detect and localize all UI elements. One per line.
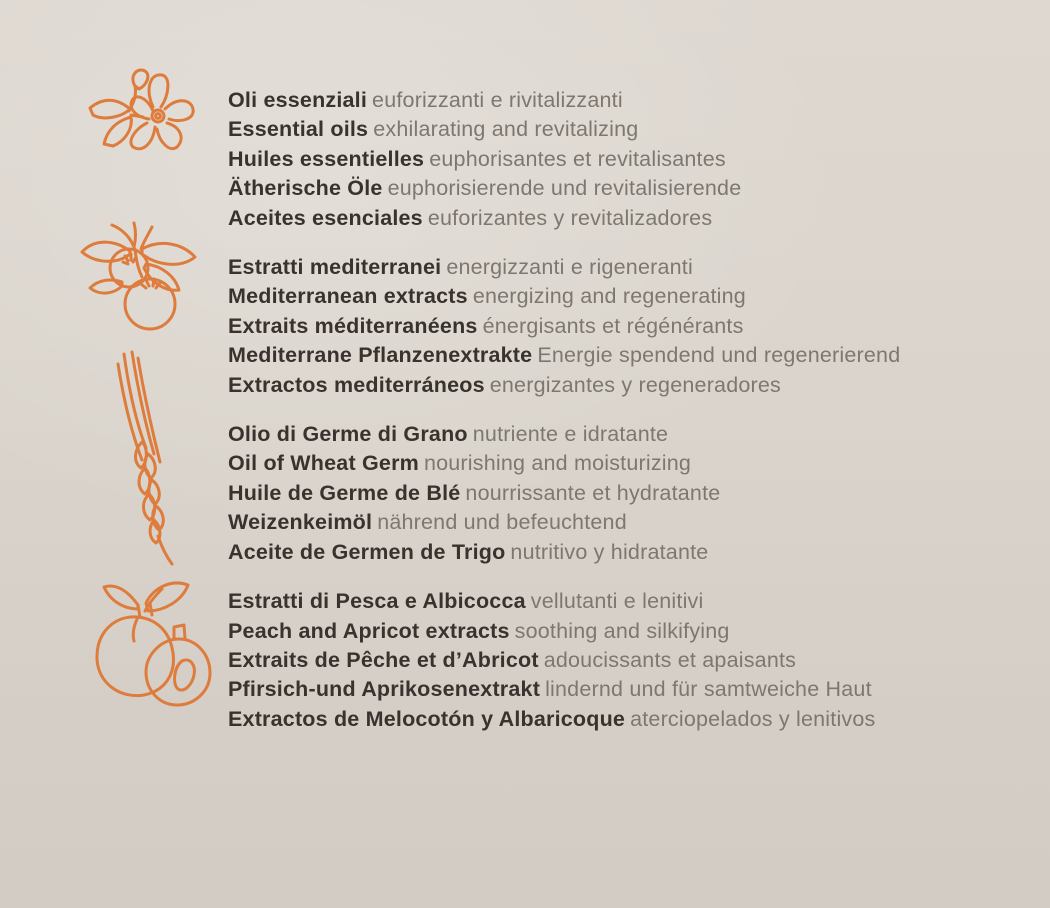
ingredient-name: Extraits de Pêche et d’Abricot <box>228 647 539 672</box>
ingredient-name: Weizenkeimöl <box>228 510 373 535</box>
ingredient-name: Huile de Germe de Blé <box>228 480 461 505</box>
ingredient-description: nourrissante et hydratante <box>465 480 721 505</box>
ingredient-description: euphorisierende und revitalisierende <box>387 176 742 201</box>
ingredient-description: energizzanti e rigeneranti <box>446 255 693 280</box>
ingredient-description: aterciopelados y lenitivos <box>630 706 876 731</box>
ingredient-description: nutriente e idratante <box>472 422 669 447</box>
label-line <box>228 253 1050 282</box>
ingredient-description: adoucissants et apaisants <box>543 647 797 672</box>
label-line <box>228 282 1050 311</box>
text-column <box>228 253 1050 400</box>
ingredient-description: exhilarating and revitalizing <box>373 117 639 142</box>
ingredient-description: Energie spendend und regenerierend <box>537 343 901 368</box>
ingredient-description: energizing and regenerating <box>472 284 746 309</box>
ingredient-section-peach-apricot <box>0 587 1050 734</box>
ingredient-name: Essential oils <box>228 117 369 142</box>
label-line <box>228 705 1050 734</box>
label-line <box>228 617 1050 646</box>
label-line <box>228 115 1050 144</box>
peach-apricot-icon <box>82 579 228 711</box>
label-line <box>228 646 1050 675</box>
label-line <box>228 449 1050 478</box>
icon-column <box>0 420 228 567</box>
ingredient-description: nährend und befeuchtend <box>377 510 627 535</box>
flower-icon <box>80 64 204 168</box>
ingredient-name: Extractos mediterráneos <box>228 372 485 397</box>
ingredient-name: Olio di Germe di Grano <box>228 422 468 447</box>
label-line <box>228 508 1050 537</box>
ingredient-description: nutritivo y hidratante <box>510 539 709 564</box>
ingredient-name: Aceite de Germen de Trigo <box>228 539 506 564</box>
ingredient-name: Estratti mediterranei <box>228 255 442 280</box>
label-line <box>228 86 1050 115</box>
ingredient-description: nourishing and moisturizing <box>423 451 692 476</box>
ingredient-name: Mediterranean extracts <box>228 284 468 309</box>
label-line <box>228 145 1050 174</box>
label-line <box>228 420 1050 449</box>
label-line <box>228 341 1050 370</box>
icon-column <box>0 86 228 233</box>
ingredient-description: énergisants et régénérants <box>482 313 744 338</box>
ingredient-name: Huiles essentielles <box>228 146 425 171</box>
wheat-ear-icon <box>96 350 188 570</box>
citrus-branch-icon <box>76 221 208 333</box>
label-line <box>228 312 1050 341</box>
icon-column <box>0 587 228 734</box>
ingredient-name: Oil of Wheat Germ <box>228 451 419 476</box>
ingredient-name: Extractos de Melocotón y Albaricoque <box>228 706 626 731</box>
label-line <box>228 174 1050 203</box>
ingredient-name: Aceites esenciales <box>228 205 423 230</box>
ingredient-section-essential-oils <box>0 86 1050 233</box>
ingredient-description: energizantes y regeneradores <box>489 372 781 397</box>
ingredient-name: Peach and Apricot extracts <box>228 618 510 643</box>
label-line <box>228 675 1050 704</box>
ingredient-description: euforizzanti e rivitalizzanti <box>372 88 623 112</box>
text-column <box>228 86 1050 233</box>
ingredient-name: Ätherische Öle <box>228 176 383 201</box>
ingredient-name: Estratti di Pesca e Albicocca <box>228 589 526 614</box>
ingredient-description: euphorisantes et revitalisantes <box>429 146 726 171</box>
label-line <box>228 371 1050 400</box>
label-line <box>228 587 1050 616</box>
label-line <box>228 204 1050 233</box>
label-line <box>228 538 1050 567</box>
ingredient-name: Mediterrane Pflanzenextrakte <box>228 343 533 368</box>
ingredient-description: vellutanti e lenitivi <box>530 589 704 614</box>
ingredient-section-wheat-germ-oil <box>0 420 1050 567</box>
label-line <box>228 479 1050 508</box>
ingredient-description: soothing and silkifying <box>514 618 730 643</box>
ingredient-name: Oli essenziali <box>228 88 368 112</box>
ingredient-description: lindernd und für samtweiche Haut <box>545 677 872 702</box>
text-column <box>228 587 1050 734</box>
text-column <box>228 420 1050 567</box>
ingredient-name: Extraits méditerranéens <box>228 313 478 338</box>
ingredient-description: euforizantes y revitalizadores <box>427 205 713 230</box>
ingredient-name: Pfirsich-und Aprikosenextrakt <box>228 677 541 702</box>
